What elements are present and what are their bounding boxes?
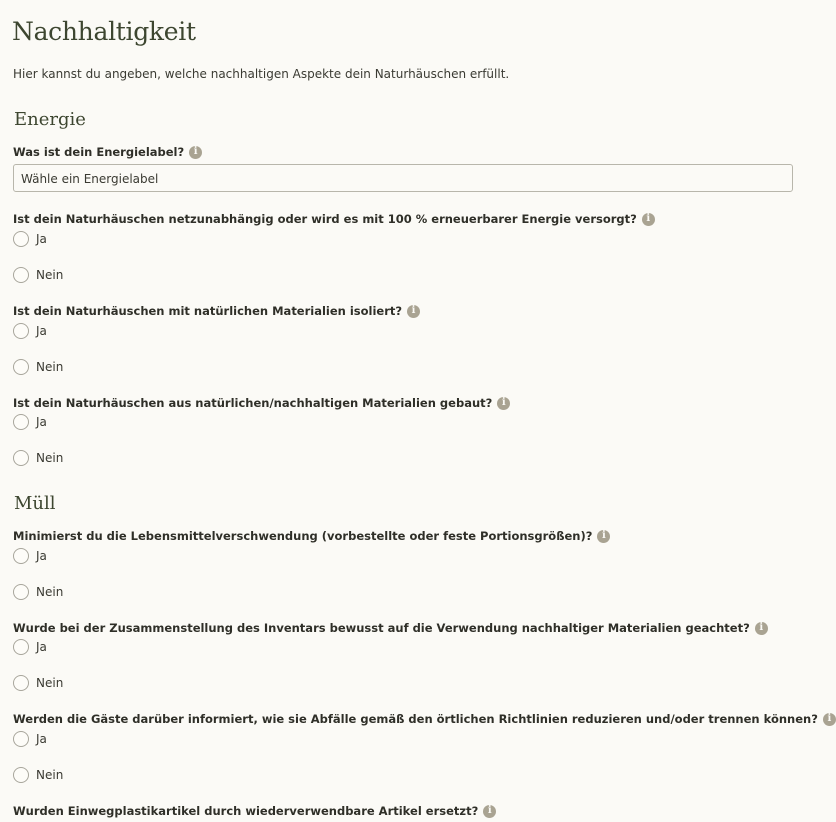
radio-circle[interactable] (13, 231, 29, 247)
question-food-waste (13, 529, 610, 543)
question-label: Minimierst du die Lebensmittelverschwendung (vorbestellte oder feste Portionsgrößen)? (13, 529, 593, 543)
question-label: Wurde bei der Zusammenstellung des Inventars bewusst auf die Verwendung nachhaltiger Materialien geachtet? (13, 621, 750, 635)
info-icon[interactable]: i (597, 530, 610, 543)
radio-circle[interactable] (13, 584, 29, 600)
radio-circle[interactable] (13, 359, 29, 375)
radio-label: Ja (36, 640, 47, 654)
info-icon[interactable]: i (189, 146, 202, 159)
radio-circle[interactable] (13, 267, 29, 283)
radio-waste-guidance-no[interactable] (13, 767, 63, 783)
radio-sustainable-inventory-yes[interactable] (13, 639, 47, 655)
question-natural-insulation (13, 304, 420, 318)
question-label: Wurden Einwegplastikartikel durch wiederverwendbare Artikel ersetzt? (13, 804, 479, 818)
question-single-use-plastic (13, 804, 496, 818)
radio-circle[interactable] (13, 450, 29, 466)
energy-label-select[interactable] (13, 164, 793, 192)
radio-label: Ja (36, 732, 47, 746)
radio-circle[interactable] (13, 675, 29, 691)
question-label: Werden die Gäste darüber informiert, wie sie Abfälle gemäß den örtlichen Richtlinien reduzieren und/oder trennen können? (13, 712, 818, 726)
radio-label: Ja (36, 415, 47, 429)
radio-label: Nein (36, 585, 64, 599)
question-off-grid (13, 212, 655, 226)
energy-label-placeholder: Wähle ein Energielabel (21, 172, 159, 186)
info-icon[interactable]: i (407, 305, 420, 318)
radio-food-waste-yes[interactable] (13, 548, 47, 564)
info-icon[interactable]: i (642, 213, 655, 226)
radio-sustainable-inventory-no[interactable] (13, 675, 63, 691)
info-icon[interactable]: i (483, 805, 496, 818)
page-title: Nachhaltigkeit (12, 17, 196, 46)
section-heading-muell: Müll (14, 493, 56, 514)
section-heading-energie: Energie (14, 109, 86, 130)
radio-circle[interactable] (13, 639, 29, 655)
question-label: Ist dein Naturhäuschen aus natürlichen/nachhaltigen Materialien gebaut? (13, 396, 493, 410)
question-label: Ist dein Naturhäuschen mit natürlichen Materialien isoliert? (13, 304, 403, 318)
radio-off-grid-no[interactable] (13, 267, 63, 283)
radio-natural-insulation-no[interactable] (13, 359, 63, 375)
question-energy-label (13, 145, 202, 159)
radio-food-waste-no[interactable] (13, 584, 63, 600)
radio-circle[interactable] (13, 731, 29, 747)
question-waste-guidance (13, 712, 836, 726)
radio-label: Ja (36, 549, 47, 563)
question-label: Ist dein Naturhäuschen netzunabhängig oder wird es mit 100 % erneuerbarer Energie versorgt? (13, 212, 637, 226)
info-icon[interactable]: i (497, 397, 510, 410)
radio-waste-guidance-yes[interactable] (13, 731, 47, 747)
question-sustainable-inventory (13, 621, 768, 635)
radio-label: Ja (36, 232, 47, 246)
radio-label: Nein (36, 676, 64, 690)
radio-label: Nein (36, 360, 64, 374)
radio-circle[interactable] (13, 548, 29, 564)
question-label: Was ist dein Energielabel? (13, 145, 185, 159)
question-natural-materials (13, 396, 510, 410)
radio-natural-materials-no[interactable] (13, 450, 63, 466)
radio-natural-materials-yes[interactable] (13, 414, 47, 430)
page-intro: Hier kannst du angeben, welche nachhaltigen Aspekte dein Naturhäuschen erfüllt. (13, 67, 510, 81)
radio-label: Nein (36, 768, 64, 782)
radio-label: Nein (36, 451, 64, 465)
radio-label: Ja (36, 324, 47, 338)
info-icon[interactable]: i (755, 622, 768, 635)
radio-circle[interactable] (13, 767, 29, 783)
radio-label: Nein (36, 268, 64, 282)
radio-natural-insulation-yes[interactable] (13, 323, 47, 339)
radio-off-grid-yes[interactable] (13, 231, 47, 247)
radio-circle[interactable] (13, 323, 29, 339)
radio-circle[interactable] (13, 414, 29, 430)
info-icon[interactable]: i (823, 713, 836, 726)
